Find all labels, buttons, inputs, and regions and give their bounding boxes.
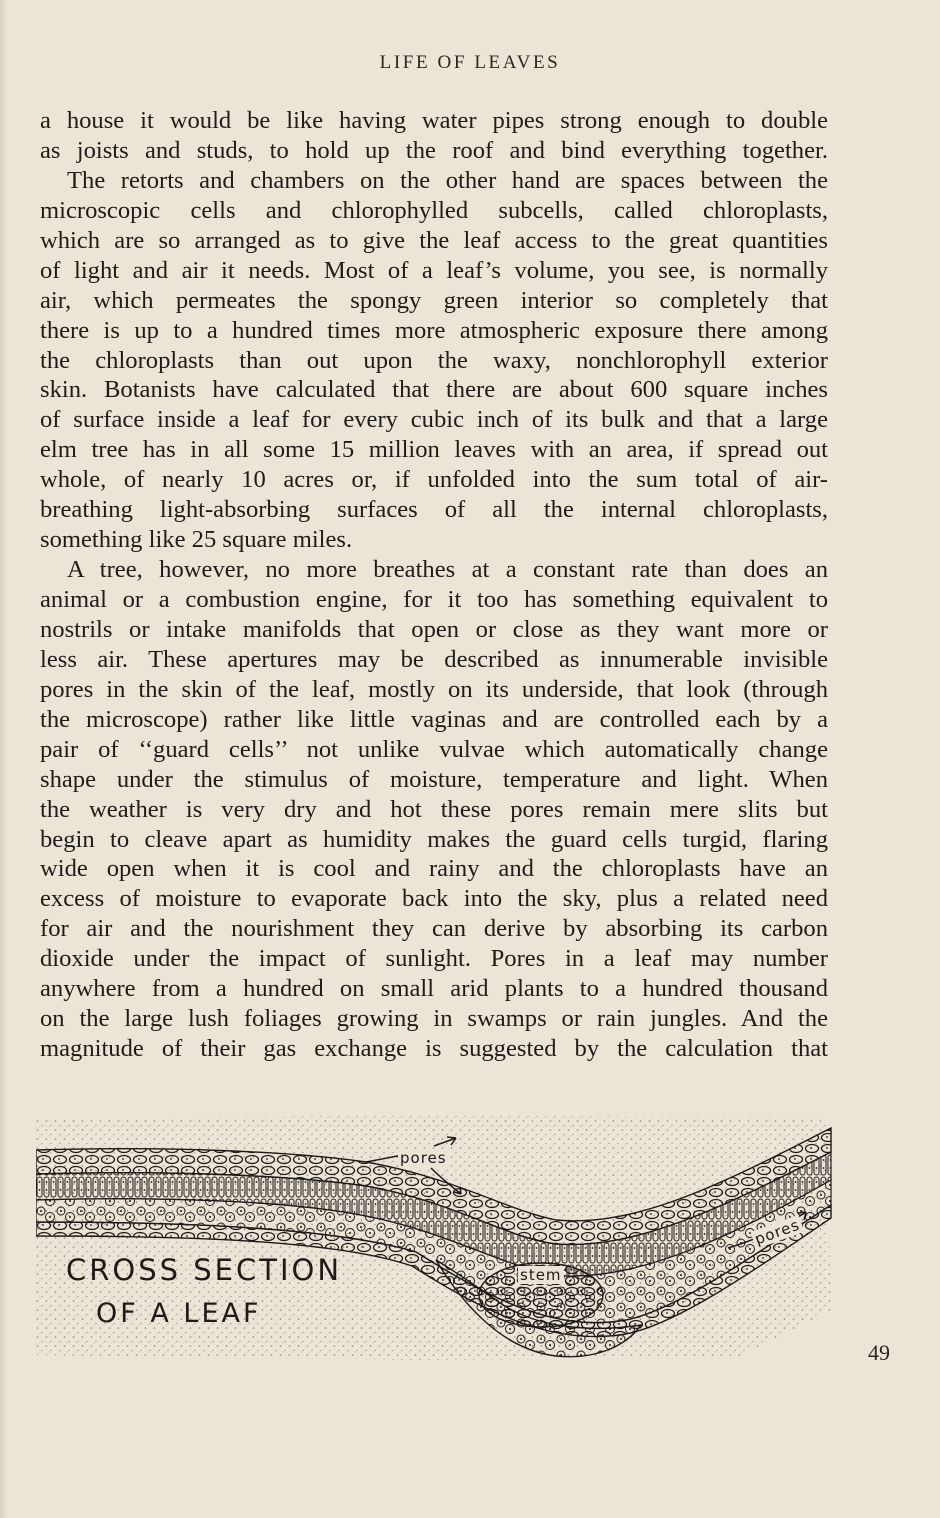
pores-label-right: pores bbox=[752, 1215, 803, 1249]
running-head: LIFE OF LEAVES bbox=[379, 52, 561, 73]
text-line: microscopic cells and chlorophylled subcells, called chloroplasts, bbox=[40, 196, 828, 224]
page-edge-shadow bbox=[0, 0, 8, 1518]
text-line: anywhere from a hundred on small arid plants to a hundred thousand bbox=[40, 975, 828, 1003]
text-line: of surface inside a leaf for every cubic inch of its bulk and that a large bbox=[40, 406, 828, 434]
leaf-cross-section-figure bbox=[36, 1110, 836, 1360]
page-number: 49 bbox=[868, 1340, 890, 1365]
text-line: the weather is very dry and hot these pores remain mere slits but bbox=[40, 795, 828, 823]
text-line: breathing light-absorbing surfaces of all the internal chloroplasts, bbox=[40, 496, 828, 524]
text-line: air, which permeates the spongy green interior so completely that bbox=[40, 286, 828, 314]
text-line: wide open when it is cool and rainy and the chloroplasts have an bbox=[40, 855, 828, 883]
figure-caption-line-2: OF A LEAF bbox=[96, 1298, 262, 1329]
stem-label: stem bbox=[520, 1266, 562, 1284]
pores-label-top: pores bbox=[400, 1149, 447, 1167]
figure-caption-line-1: CROSS SECTION bbox=[66, 1253, 343, 1287]
text-line: something like 25 square miles. bbox=[40, 526, 353, 554]
text-line: skin. Botanists have calculated that there are about 600 square inches bbox=[40, 376, 828, 404]
text-line: begin to cleave apart as humidity makes the guard cells turgid, flaring bbox=[40, 825, 828, 853]
text-line: the chloroplasts than out upon the waxy, nonchlorophyll exterior bbox=[40, 346, 828, 374]
text-line: A tree, however, no more breathes at a constant rate than does an bbox=[67, 556, 828, 584]
text-line: a house it would be like having water pipes strong enough to double bbox=[40, 107, 828, 134]
text-line: of light and air it needs. Most of a leaf’s volume, you see, is normally bbox=[40, 256, 828, 284]
text-line: pair of ‘‘guard cells’’ not unlike vulvae which automatically change bbox=[40, 735, 828, 763]
text-line: The retorts and chambers on the other hand are spaces between the bbox=[67, 166, 828, 194]
text-line: shape under the stimulus of moisture, temperature and light. When bbox=[40, 765, 828, 793]
body-text bbox=[40, 106, 828, 1064]
text-line: pores in the skin of the leaf, mostly on its underside, that look (through bbox=[40, 675, 828, 703]
text-line: excess of moisture to evaporate back into the sky, plus a related need bbox=[40, 885, 828, 913]
text-line: on the large lush foliages growing in swamps or rain jungles. And the bbox=[40, 1005, 828, 1033]
text-line: for air and the nourishment they can derive by absorbing its carbon bbox=[40, 915, 828, 943]
text-line: less air. These apertures may be described as innumerable invisible bbox=[40, 645, 828, 673]
text-line: as joists and studs, to hold up the roof and bind everything together. bbox=[40, 136, 828, 164]
text-line: animal or a combustion engine, for it too has something equivalent to bbox=[40, 586, 828, 613]
text-line: whole, of nearly 10 acres or, if unfolded into the sum total of air- bbox=[40, 466, 828, 494]
text-line: which are so arranged as to give the leaf access to the great quantities bbox=[40, 226, 828, 254]
text-line: magnitude of their gas exchange is suggested by the calculation that bbox=[40, 1035, 828, 1063]
text-line: nostrils or intake manifolds that open or close as they want more or bbox=[40, 615, 828, 643]
text-line: the microscope) rather like little vaginas and are controlled each by a bbox=[40, 705, 828, 733]
text-line: there is up to a hundred times more atmospheric exposure there among bbox=[40, 316, 828, 344]
text-line: elm tree has in all some 15 million leaves with an area, if spread out bbox=[40, 436, 828, 464]
text-line: dioxide under the impact of sunlight. Pores in a leaf may number bbox=[40, 945, 828, 973]
